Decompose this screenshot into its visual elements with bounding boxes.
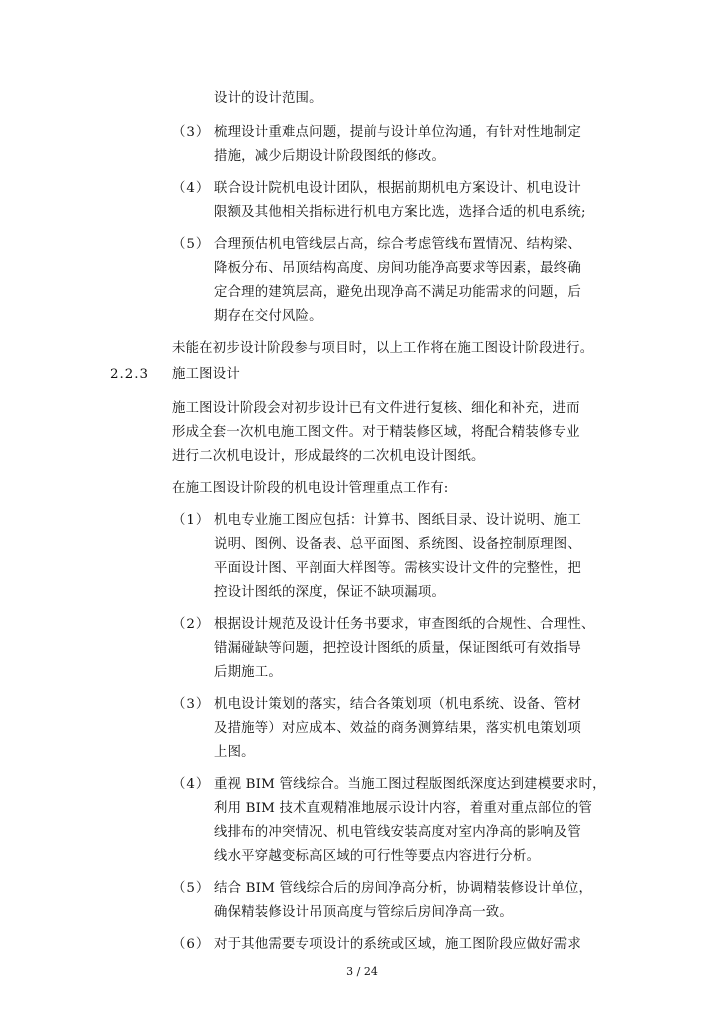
paragraph-line: 梳理设计重难点问题，提前与设计单位沟通，有针对性地制定 [214,125,581,140]
paragraph-line: 后期施工。 [214,665,282,680]
paragraph-line: 措施，减少后期设计阶段图纸的修改。 [214,149,446,164]
paragraph-line: 上图。 [214,745,255,760]
list-number: （3） [172,697,211,712]
paragraph-line: 机电设计策划的落实，结合各策划项（机电系统、设备、管材 [214,697,581,712]
list-number: （5） [172,881,211,896]
paragraph-line: 降板分布、吊顶结构高度、房间功能净高要求等因素，最终确 [214,261,581,276]
paragraph-line: 确保精装修设计吊顶高度与管综后房间净高一致。 [214,905,513,920]
paragraph-line: 利用 BIM 技术直观精准地展示设计内容，着重对重点部位的管 [214,801,593,816]
paragraph-line: 说明、图例、设备表、总平面图、系统图、设备控制原理图、 [214,537,581,552]
paragraph-line: 线排布的冲突情况、机电管线安装高度对室内净高的影响及管 [214,825,581,840]
paragraph-line: 未能在初步设计阶段参与项目时，以上工作将在施工图设计阶段进行。 [172,341,594,356]
paragraph-line: 重视 BIM 管线综合。当施工图过程版图纸深度达到建模要求时， [214,777,606,792]
paragraph-line: 线水平穿越变标高区域的可行性等要点内容进行分析。 [214,849,541,864]
list-number: （3） [172,125,211,140]
paragraph-line: 定合理的建筑层高，避免出现净高不满足功能需求的问题，后 [214,285,581,300]
paragraph-line: 设计的设计范围。 [214,91,323,106]
list-number: （4） [172,777,211,792]
list-number: （5） [172,237,211,252]
paragraph-line: 在施工图设计阶段的机电设计管理重点工作有: [172,481,449,496]
paragraph-line: 期存在交付风险。 [214,309,323,324]
list-number: （2） [172,617,211,632]
paragraph-line: 形成全套一次机电施工图文件。对于精装修区域，将配合精装修专业 [172,425,580,440]
paragraph-line: 对于其他需要专项设计的系统或区域，施工图阶段应做好需求 [214,937,581,952]
list-number: （1） [172,513,211,528]
paragraph-line: 控设计图纸的深度，保证不缺项漏项。 [214,585,446,600]
paragraph-line: 及措施等）对应成本、效益的商务测算结果，落实机电策划项 [214,721,581,736]
list-number: （4） [172,181,211,196]
paragraph-line: 施工图设计阶段会对初步设计已有文件进行复核、细化和补充，进而 [172,401,580,416]
paragraph-line: 错漏碰缺等问题，把控设计图纸的质量，保证图纸可有效指导 [214,641,581,656]
paragraph-line: 平面设计图、平剖面大样图等。需核实设计文件的完整性，把 [214,561,581,576]
paragraph-line: 合理预估机电管线层占高，综合考虑管线布置情况、结构梁、 [214,237,581,252]
paragraph-line: 限额及其他相关指标进行机电方案比选，选择合适的机电系统; [214,205,586,220]
paragraph-line: 机电专业施工图应包括：计算书、图纸目录、设计说明、施工 [214,513,581,528]
section-number: 2.2.3 [110,367,150,382]
page-number: 3 / 24 [346,965,378,978]
paragraph-line: 联合设计院机电设计团队，根据前期机电方案设计、机电设计 [214,181,581,196]
paragraph-line: 进行二次机电设计，形成最终的二次机电设计图纸。 [172,449,485,464]
list-number: （6） [172,937,211,952]
paragraph-line: 根据设计规范及设计任务书要求，审查图纸的合规性、合理性、 [214,617,595,632]
paragraph-line: 结合 BIM 管线综合后的房间净高分析，协调精装修设计单位， [214,881,593,896]
section-title: 施工图设计 [172,367,240,382]
